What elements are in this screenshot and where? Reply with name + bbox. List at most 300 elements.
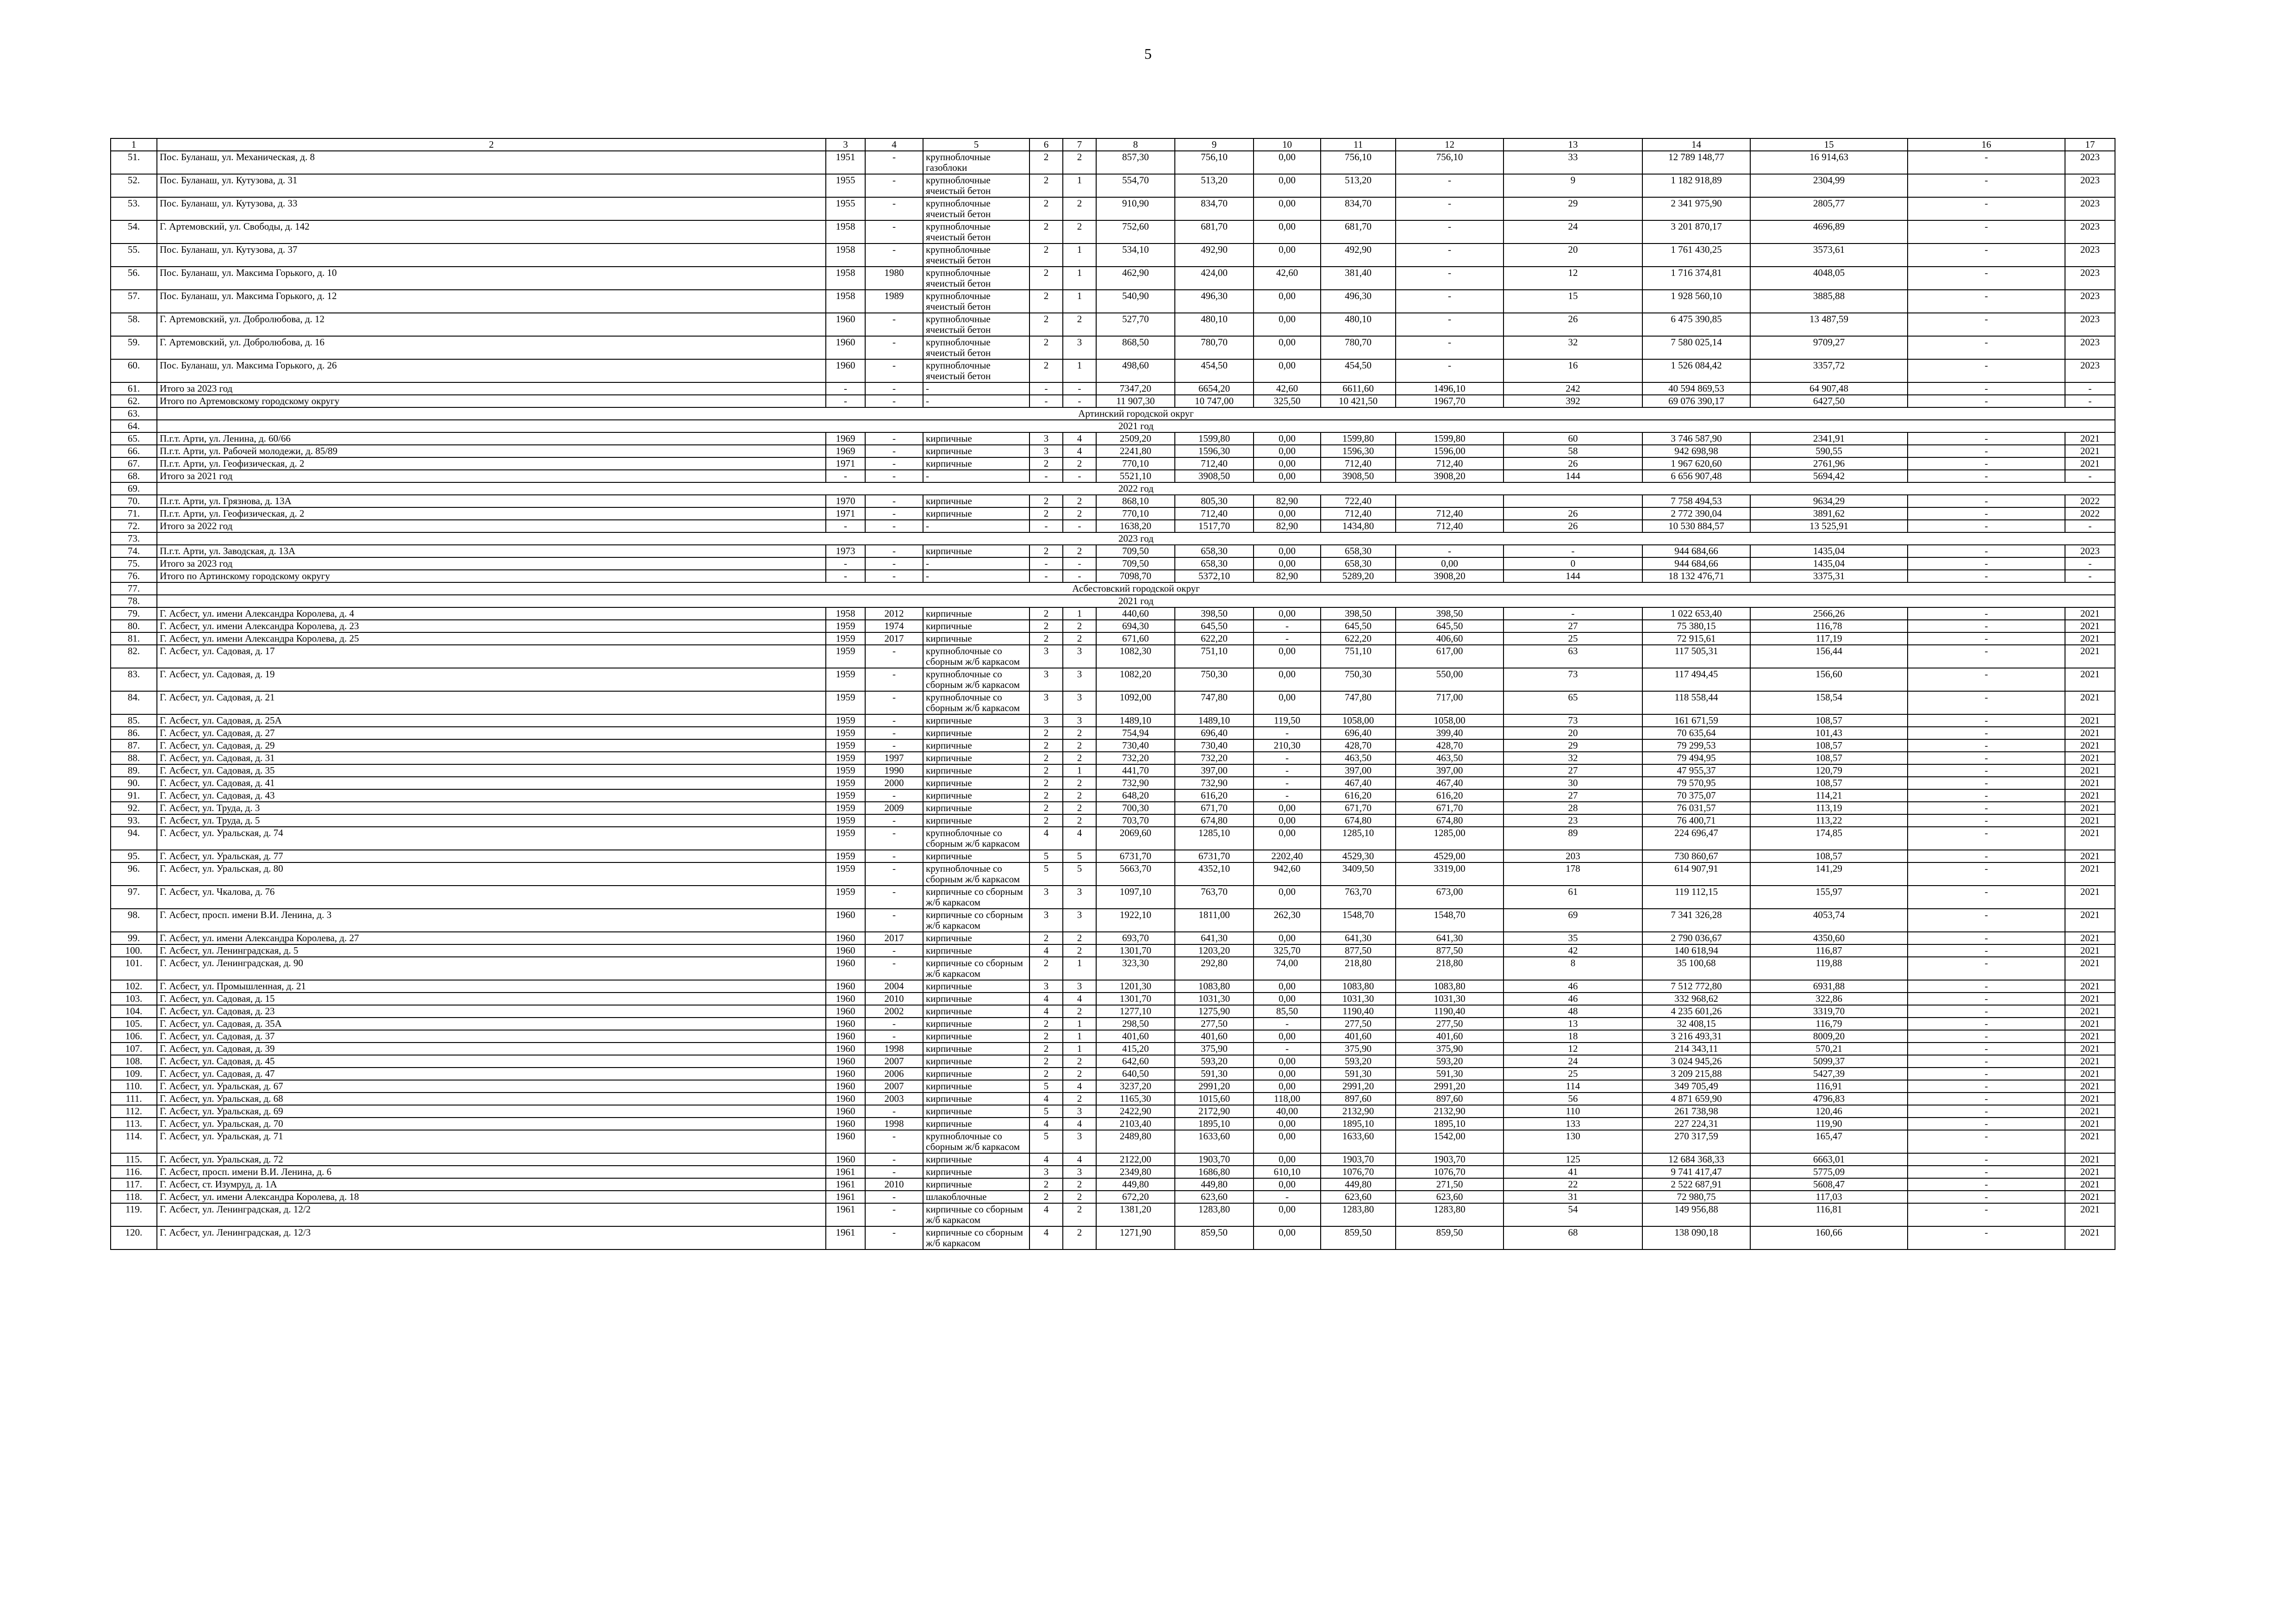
table-cell: 83. bbox=[111, 668, 157, 691]
table-cell: - bbox=[865, 1226, 923, 1249]
table-cell: кирпичные bbox=[923, 1068, 1029, 1080]
table-cell: 2 bbox=[1063, 814, 1096, 827]
table-cell: крупноблочные ячеистый бетон bbox=[923, 220, 1029, 244]
table-cell: 69 bbox=[1504, 909, 1642, 932]
table-cell: 1 967 620,60 bbox=[1642, 457, 1750, 470]
table-cell: 492,90 bbox=[1321, 244, 1396, 267]
table-row bbox=[111, 395, 2115, 407]
table-cell: - bbox=[923, 520, 1029, 532]
table-cell: 2017 bbox=[865, 632, 923, 645]
table-cell: 756,10 bbox=[1321, 151, 1396, 174]
table-cell: - bbox=[865, 1030, 923, 1043]
table-cell: П.г.т. Арти, ул. Грязнова, д. 13А bbox=[157, 495, 826, 507]
table-row bbox=[111, 691, 2115, 714]
table-cell: - bbox=[1908, 1166, 2065, 1178]
table-cell: 1960 bbox=[826, 1118, 865, 1130]
table-cell: 140 618,94 bbox=[1642, 944, 1750, 957]
table-cell: - bbox=[865, 313, 923, 336]
table-cell: крупноблочные со сборным ж/б каркасом bbox=[923, 862, 1029, 886]
table-cell: 671,70 bbox=[1321, 802, 1396, 814]
table-cell: кирпичные bbox=[923, 445, 1029, 457]
table-cell: 4 235 601,26 bbox=[1642, 1005, 1750, 1018]
table-cell: - bbox=[1908, 1030, 2065, 1043]
table-cell: 381,40 bbox=[1321, 267, 1396, 290]
table-cell: 2241,80 bbox=[1096, 445, 1175, 457]
table-row bbox=[111, 1080, 2115, 1093]
table-cell: 1031,30 bbox=[1321, 993, 1396, 1005]
table-cell: 763,70 bbox=[1175, 886, 1254, 909]
table-cell: Г. Асбест, ул. имени Александра Королева, д. 25 bbox=[157, 632, 826, 645]
table-cell: 110 bbox=[1504, 1105, 1642, 1118]
row-number-cell: 73. bbox=[111, 532, 157, 545]
table-cell: 1969 bbox=[826, 445, 865, 457]
section-heading-cell: Асбестовский городской округ bbox=[157, 582, 2115, 595]
table-cell: 616,20 bbox=[1396, 789, 1504, 802]
table-cell: 2122,00 bbox=[1096, 1153, 1175, 1166]
table-cell: - bbox=[1908, 814, 2065, 827]
section-heading-cell: Артинский городской округ bbox=[157, 407, 2115, 420]
table-cell: 673,00 bbox=[1396, 886, 1504, 909]
table-cell: Г. Асбест, ул. Труда, д. 3 bbox=[157, 802, 826, 814]
table-cell: Г. Асбест, ул. имени Александра Королева, д. 27 bbox=[157, 932, 826, 944]
table-cell: 463,50 bbox=[1396, 752, 1504, 764]
table-cell: 3885,88 bbox=[1750, 290, 1908, 313]
table-cell: 2 bbox=[1029, 1030, 1063, 1043]
table-cell: 641,30 bbox=[1321, 932, 1396, 944]
table-cell: 2021 bbox=[2065, 607, 2115, 620]
table-cell: 1083,80 bbox=[1321, 980, 1396, 993]
table-cell: 4 bbox=[1029, 944, 1063, 957]
table-cell: 732,90 bbox=[1096, 777, 1175, 789]
table-cell: 116,87 bbox=[1750, 944, 1908, 957]
table-cell: 4350,60 bbox=[1750, 932, 1908, 944]
table-cell: 1 022 653,40 bbox=[1642, 607, 1750, 620]
table-cell: 0,00 bbox=[1254, 457, 1321, 470]
table-cell: 645,50 bbox=[1396, 620, 1504, 632]
table-cell: 3 bbox=[1029, 909, 1063, 932]
table-cell: 16 bbox=[1504, 359, 1642, 382]
table-row bbox=[111, 582, 2115, 595]
table-cell: 10 747,00 bbox=[1175, 395, 1254, 407]
table-cell: - bbox=[1908, 1005, 2065, 1018]
table-cell: 1961 bbox=[826, 1166, 865, 1178]
table-cell: 5289,20 bbox=[1321, 570, 1396, 582]
table-cell: кирпичные bbox=[923, 1005, 1029, 1018]
section-heading-cell: 2022 год bbox=[157, 482, 2115, 495]
table-cell: 1633,60 bbox=[1175, 1130, 1254, 1153]
table-cell: 18 132 476,71 bbox=[1642, 570, 1750, 582]
table-cell: П.г.т. Арти, ул. Заводская, д. 13А bbox=[157, 545, 826, 557]
table-cell: 105. bbox=[111, 1018, 157, 1030]
table-cell: 76 400,71 bbox=[1642, 814, 1750, 827]
table-cell: 2021 bbox=[2065, 957, 2115, 980]
table-cell: П.г.т. Арти, ул. Рабочей молодежи, д. 85/89 bbox=[157, 445, 826, 457]
table-cell: - bbox=[1908, 151, 2065, 174]
table-cell: 29 bbox=[1504, 197, 1642, 220]
table-cell: 467,40 bbox=[1321, 777, 1396, 789]
table-cell: 1955 bbox=[826, 174, 865, 197]
table-cell: 64 907,48 bbox=[1750, 382, 1908, 395]
table-cell: - bbox=[826, 382, 865, 395]
table-cell: - bbox=[865, 739, 923, 752]
table-cell: 118. bbox=[111, 1191, 157, 1203]
table-cell: Пос. Буланаш, ул. Кутузова, д. 31 bbox=[157, 174, 826, 197]
table-cell: - bbox=[865, 827, 923, 850]
table-cell: Г. Асбест, ул. Садовая, д. 15 bbox=[157, 993, 826, 1005]
table-row bbox=[111, 1068, 2115, 1080]
table-cell: - bbox=[865, 1153, 923, 1166]
table-cell: 12 789 148,77 bbox=[1642, 151, 1750, 174]
table-cell: 756,10 bbox=[1396, 151, 1504, 174]
table-cell: 0,00 bbox=[1254, 645, 1321, 668]
table-cell: 26 bbox=[1504, 457, 1642, 470]
table-cell: 942 698,98 bbox=[1642, 445, 1750, 457]
table-cell: 1958 bbox=[826, 267, 865, 290]
table-cell: крупноблочные со сборным ж/б каркасом bbox=[923, 691, 1029, 714]
table-cell: - bbox=[1254, 777, 1321, 789]
table-cell: 1082,30 bbox=[1096, 645, 1175, 668]
table-cell: 1903,70 bbox=[1321, 1153, 1396, 1166]
table-cell: 2009 bbox=[865, 802, 923, 814]
table-cell: 1903,70 bbox=[1175, 1153, 1254, 1166]
table-cell: 732,20 bbox=[1175, 752, 1254, 764]
table-cell: 1959 bbox=[826, 850, 865, 862]
table-cell: 323,30 bbox=[1096, 957, 1175, 980]
table-cell: 85. bbox=[111, 714, 157, 727]
table-cell: 1998 bbox=[865, 1118, 923, 1130]
table-cell: 24 bbox=[1504, 220, 1642, 244]
table-cell: 2021 bbox=[2065, 727, 2115, 739]
table-cell: 1 bbox=[1063, 607, 1096, 620]
table-cell: 2021 bbox=[2065, 993, 2115, 1005]
table-cell: 0,00 bbox=[1254, 993, 1321, 1005]
table-cell: кирпичные bbox=[923, 1118, 1029, 1130]
table-cell: 0,00 bbox=[1254, 507, 1321, 520]
table-cell: 1960 bbox=[826, 909, 865, 932]
table-cell: 1076,70 bbox=[1321, 1166, 1396, 1178]
table-cell: 2 bbox=[1029, 244, 1063, 267]
table-cell: 15 bbox=[1504, 290, 1642, 313]
table-cell: 32 408,15 bbox=[1642, 1018, 1750, 1030]
table-cell: 117 494,45 bbox=[1642, 668, 1750, 691]
table-cell: 56. bbox=[111, 267, 157, 290]
table-cell: 277,50 bbox=[1396, 1018, 1504, 1030]
table-cell: 454,50 bbox=[1175, 359, 1254, 382]
table-cell: 5 bbox=[1029, 850, 1063, 862]
table-cell: 2 bbox=[1029, 174, 1063, 197]
table-cell: 614 907,91 bbox=[1642, 862, 1750, 886]
table-cell: 2 bbox=[1029, 1055, 1063, 1068]
table-cell: 780,70 bbox=[1175, 336, 1254, 359]
table-cell: - bbox=[1908, 802, 2065, 814]
table-cell: 1960 bbox=[826, 932, 865, 944]
table-cell: 2 bbox=[1063, 739, 1096, 752]
table-cell: 26 bbox=[1504, 313, 1642, 336]
table-cell: Пос. Буланаш, ул. Кутузова, д. 37 bbox=[157, 244, 826, 267]
table-cell: 2 bbox=[1029, 752, 1063, 764]
table-cell: 1596,00 bbox=[1396, 445, 1504, 457]
table-cell: 1960 bbox=[826, 313, 865, 336]
table-cell: 712,40 bbox=[1396, 507, 1504, 520]
table-cell: Г. Асбест, ул. Садовая, д. 23 bbox=[157, 1005, 826, 1018]
table-cell: Итого за 2021 год bbox=[157, 470, 826, 482]
table-cell: 6611,60 bbox=[1321, 382, 1396, 395]
table-cell: 4 bbox=[1063, 1080, 1096, 1093]
table-cell: 3 bbox=[1029, 432, 1063, 445]
table-cell: 674,80 bbox=[1321, 814, 1396, 827]
table-cell: крупноблочные со сборным ж/б каркасом bbox=[923, 645, 1029, 668]
table-cell: - bbox=[865, 545, 923, 557]
table-cell: - bbox=[865, 645, 923, 668]
table-cell: 480,10 bbox=[1321, 313, 1396, 336]
table-cell: 671,70 bbox=[1175, 802, 1254, 814]
table-cell: - bbox=[865, 220, 923, 244]
table-cell: 2021 bbox=[2065, 827, 2115, 850]
table-cell: 86. bbox=[111, 727, 157, 739]
table-cell: - bbox=[1063, 382, 1096, 395]
table-row bbox=[111, 382, 2115, 395]
table-cell: 20 bbox=[1504, 244, 1642, 267]
table-cell: 117. bbox=[111, 1178, 157, 1191]
table-cell: 3 bbox=[1029, 714, 1063, 727]
table-cell: 3 746 587,90 bbox=[1642, 432, 1750, 445]
table-cell: 2012 bbox=[865, 607, 923, 620]
table-cell: 2 bbox=[1063, 1191, 1096, 1203]
column-number: 12 bbox=[1396, 138, 1504, 151]
table-row bbox=[111, 470, 2115, 482]
table-cell: 2 bbox=[1029, 545, 1063, 557]
table-cell: 2021 bbox=[2065, 1055, 2115, 1068]
table-cell: 28 bbox=[1504, 802, 1642, 814]
table-cell: крупноблочные ячеистый бетон bbox=[923, 174, 1029, 197]
table-cell: - bbox=[923, 470, 1029, 482]
table-cell: 3908,50 bbox=[1321, 470, 1396, 482]
table-cell: - bbox=[1908, 691, 2065, 714]
table-cell: 1434,80 bbox=[1321, 520, 1396, 532]
table-cell: Г. Асбест, ул. Уральская, д. 80 bbox=[157, 862, 826, 886]
table-cell: 2007 bbox=[865, 1080, 923, 1093]
table-row bbox=[111, 432, 2115, 445]
table-cell: 111. bbox=[111, 1093, 157, 1105]
table-cell: 398,50 bbox=[1175, 607, 1254, 620]
table-cell: 1 bbox=[1063, 359, 1096, 382]
table-cell: крупноблочные ячеистый бетон bbox=[923, 244, 1029, 267]
table-row bbox=[111, 532, 2115, 545]
table-cell: 6654,20 bbox=[1175, 382, 1254, 395]
table-cell: 1958 bbox=[826, 244, 865, 267]
table-cell: - bbox=[1504, 545, 1642, 557]
table-cell: 2023 bbox=[2065, 267, 2115, 290]
table-cell: 2 bbox=[1063, 220, 1096, 244]
table-cell: Г. Асбест, ул. Садовая, д. 45 bbox=[157, 1055, 826, 1068]
table-cell: - bbox=[1908, 545, 2065, 557]
table-cell: 3 bbox=[1063, 1130, 1096, 1153]
table-cell: 4529,00 bbox=[1396, 850, 1504, 862]
table-cell: 1285,10 bbox=[1175, 827, 1254, 850]
table-cell: - bbox=[1063, 520, 1096, 532]
column-number: 10 bbox=[1254, 138, 1321, 151]
table-cell: 2021 bbox=[2065, 886, 2115, 909]
table-cell: 942,60 bbox=[1254, 862, 1321, 886]
table-cell: 55. bbox=[111, 244, 157, 267]
table-cell: 1960 bbox=[826, 1153, 865, 1166]
table-cell: 5 bbox=[1029, 862, 1063, 886]
table-cell: 1596,30 bbox=[1175, 445, 1254, 457]
table-row bbox=[111, 714, 2115, 727]
table-cell: 2 bbox=[1063, 1226, 1096, 1249]
table-cell: 325,70 bbox=[1254, 944, 1321, 957]
table-cell: - bbox=[1908, 1153, 2065, 1166]
table-cell: - bbox=[1908, 197, 2065, 220]
table-cell: 1960 bbox=[826, 1105, 865, 1118]
table-cell: 0,00 bbox=[1254, 1178, 1321, 1191]
table-cell: 218,80 bbox=[1396, 957, 1504, 980]
table-cell: - bbox=[865, 197, 923, 220]
table-cell: 3409,50 bbox=[1321, 862, 1396, 886]
table-cell: 1980 bbox=[865, 267, 923, 290]
table-cell: Г. Асбест, ул. Уральская, д. 67 bbox=[157, 1080, 826, 1093]
table-cell: 6 475 390,85 bbox=[1642, 313, 1750, 336]
table-cell: кирпичные bbox=[923, 632, 1029, 645]
table-row bbox=[111, 752, 2115, 764]
table-cell: 3 bbox=[1063, 909, 1096, 932]
table-cell: 399,40 bbox=[1396, 727, 1504, 739]
table-cell: 2021 bbox=[2065, 814, 2115, 827]
column-number: 16 bbox=[1908, 138, 2065, 151]
table-cell: 144 bbox=[1504, 470, 1642, 482]
table-cell: кирпичные bbox=[923, 1030, 1029, 1043]
table-row bbox=[111, 727, 2115, 739]
table-cell: 0,00 bbox=[1254, 290, 1321, 313]
table-cell: 1960 bbox=[826, 1093, 865, 1105]
table-cell: 1967,70 bbox=[1396, 395, 1504, 407]
table-cell: 8 bbox=[1504, 957, 1642, 980]
table-cell: 3 bbox=[1029, 1166, 1063, 1178]
table-cell: 428,70 bbox=[1396, 739, 1504, 752]
table-cell: - bbox=[865, 457, 923, 470]
table-cell: 375,90 bbox=[1175, 1043, 1254, 1055]
table-cell: 2 772 390,04 bbox=[1642, 507, 1750, 520]
table-cell: 703,70 bbox=[1096, 814, 1175, 827]
table-cell: 0,00 bbox=[1254, 174, 1321, 197]
table-cell: 2 bbox=[1063, 620, 1096, 632]
table-cell: 1015,60 bbox=[1175, 1093, 1254, 1105]
table-row bbox=[111, 957, 2115, 980]
table-cell: 227 224,31 bbox=[1642, 1118, 1750, 1130]
table-cell: 116,78 bbox=[1750, 620, 1908, 632]
section-heading-cell: 2021 год bbox=[157, 420, 2115, 432]
table-cell: 593,20 bbox=[1175, 1055, 1254, 1068]
table-cell: 480,10 bbox=[1175, 313, 1254, 336]
table-cell: 214 343,11 bbox=[1642, 1043, 1750, 1055]
table-cell: 261 738,98 bbox=[1642, 1105, 1750, 1118]
table-cell: 1903,70 bbox=[1396, 1153, 1504, 1166]
table-cell: - bbox=[1254, 789, 1321, 802]
table-cell: 18 bbox=[1504, 1030, 1642, 1043]
table-cell: - bbox=[865, 814, 923, 827]
table-row bbox=[111, 632, 2115, 645]
table-cell: 3 209 215,88 bbox=[1642, 1068, 1750, 1080]
table-cell: 3 bbox=[1029, 668, 1063, 691]
table-cell: Г. Асбест, ул. имени Александра Королева, д. 23 bbox=[157, 620, 826, 632]
table-cell: 2 bbox=[1029, 267, 1063, 290]
table-cell: 125 bbox=[1504, 1153, 1642, 1166]
table-cell: 897,60 bbox=[1321, 1093, 1396, 1105]
table-cell: 1599,80 bbox=[1396, 432, 1504, 445]
table-cell: 149 956,88 bbox=[1642, 1203, 1750, 1226]
table-cell: - bbox=[865, 789, 923, 802]
table-cell: 58 bbox=[1504, 445, 1642, 457]
table-cell: 449,80 bbox=[1321, 1178, 1396, 1191]
table-cell: Г. Асбест, ул. Уральская, д. 77 bbox=[157, 850, 826, 862]
table-cell: 859,50 bbox=[1321, 1226, 1396, 1249]
table-cell: Г. Асбест, ул. Садовая, д. 39 bbox=[157, 1043, 826, 1055]
table-cell: 2021 bbox=[2065, 1118, 2115, 1130]
table-cell: П.г.т. Арти, ул. Геофизическая, д. 2 bbox=[157, 457, 826, 470]
table-cell: - bbox=[865, 151, 923, 174]
table-cell: 109. bbox=[111, 1068, 157, 1080]
table-cell: 8009,20 bbox=[1750, 1030, 1908, 1043]
column-number: 4 bbox=[865, 138, 923, 151]
table-cell: 712,40 bbox=[1396, 457, 1504, 470]
table-cell: Г. Асбест, ул. Садовая, д. 25А bbox=[157, 714, 826, 727]
table-cell: - bbox=[1908, 957, 2065, 980]
table-cell: 2021 bbox=[2065, 752, 2115, 764]
table-cell: 3 bbox=[1029, 445, 1063, 457]
table-cell: - bbox=[865, 570, 923, 582]
table-cell: 2 bbox=[1029, 727, 1063, 739]
table-cell: Г. Артемовский, ул. Добролюбова, д. 16 bbox=[157, 336, 826, 359]
table-cell: 119 112,15 bbox=[1642, 886, 1750, 909]
table-cell: 763,70 bbox=[1321, 886, 1396, 909]
row-number-cell: 69. bbox=[111, 482, 157, 495]
table-cell: 375,90 bbox=[1321, 1043, 1396, 1055]
table-cell: - bbox=[1908, 1203, 2065, 1226]
table-cell: 1959 bbox=[826, 752, 865, 764]
table-cell: 1633,60 bbox=[1321, 1130, 1396, 1153]
table-cell: Г. Асбест, ул. Садовая, д. 41 bbox=[157, 777, 826, 789]
table-cell: 4 bbox=[1029, 993, 1063, 1005]
table-cell: 3 bbox=[1029, 980, 1063, 993]
table-cell: 0,00 bbox=[1254, 470, 1321, 482]
table-cell: 1489,10 bbox=[1175, 714, 1254, 727]
table-cell: 496,30 bbox=[1321, 290, 1396, 313]
table-cell: кирпичные bbox=[923, 727, 1029, 739]
table-cell: 770,10 bbox=[1096, 457, 1175, 470]
table-cell: 2021 bbox=[2065, 1130, 2115, 1153]
table-cell: 1961 bbox=[826, 1203, 865, 1226]
table-cell: 26 bbox=[1504, 520, 1642, 532]
table-cell: 7 512 772,80 bbox=[1642, 980, 1750, 993]
table-cell: 1959 bbox=[826, 777, 865, 789]
table-cell: 0,00 bbox=[1254, 545, 1321, 557]
table-cell: 11 907,30 bbox=[1096, 395, 1175, 407]
table-row bbox=[111, 290, 2115, 313]
table-cell: 3 bbox=[1063, 691, 1096, 714]
table-cell: Г. Асбест, ул. Садовая, д. 27 bbox=[157, 727, 826, 739]
table-cell: 0,00 bbox=[1254, 557, 1321, 570]
table-cell: 590,55 bbox=[1750, 445, 1908, 457]
table-row bbox=[111, 495, 2115, 507]
table-cell: - bbox=[865, 691, 923, 714]
table-cell: 2 bbox=[1029, 932, 1063, 944]
table-cell: 332 968,62 bbox=[1642, 993, 1750, 1005]
table-cell: 120,46 bbox=[1750, 1105, 1908, 1118]
table-cell: 4 bbox=[1063, 432, 1096, 445]
table-cell: - bbox=[1908, 993, 2065, 1005]
table-cell: 6931,88 bbox=[1750, 980, 1908, 993]
table-cell: 868,50 bbox=[1096, 336, 1175, 359]
